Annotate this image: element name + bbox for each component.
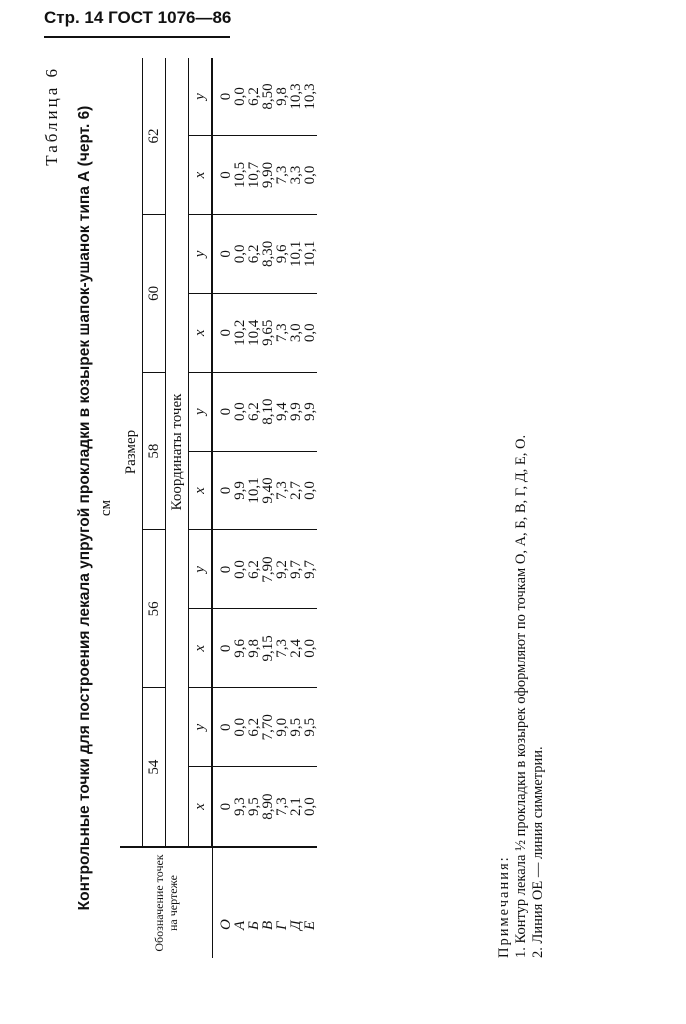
table-cell: 9,5 bbox=[246, 797, 262, 816]
notes-title: Примечания: bbox=[496, 855, 512, 958]
table-cell: 0,0 bbox=[233, 214, 247, 293]
table-row bbox=[275, 58, 289, 958]
table-cell: 7,3 bbox=[275, 451, 289, 530]
table-cell: 8,90 bbox=[260, 793, 276, 820]
table-cell: 0,0 bbox=[302, 797, 318, 816]
table-cell: 10,4 bbox=[247, 293, 261, 372]
coord-x-62: x bbox=[189, 136, 213, 215]
table-cell: 9,90 bbox=[261, 136, 275, 215]
table-cell: 0,0 bbox=[233, 688, 247, 767]
table-row bbox=[303, 58, 317, 958]
table-cell: 0 bbox=[219, 58, 233, 136]
table-cell: 6,2 bbox=[247, 372, 261, 451]
coord-x-54: x bbox=[189, 767, 213, 847]
table-unit: см bbox=[98, 499, 114, 517]
note-item: 1. Контур лекала ½ прокладки в козырек оформляют по точкам О, А, Б, В, Г, Д, Е, О. bbox=[513, 434, 529, 958]
point-label: В bbox=[261, 847, 275, 958]
table-row bbox=[289, 58, 303, 958]
note-item: 2. Линия ОЕ — линия симметрии. bbox=[530, 746, 546, 958]
table-cell: 9,8 bbox=[275, 58, 289, 136]
table-cell: 7,70 bbox=[261, 688, 275, 767]
coord-y-56: y bbox=[189, 530, 213, 609]
coord-y-62: y bbox=[189, 58, 213, 136]
page-header: Стр. 14 ГОСТ 1076—86 bbox=[44, 8, 232, 27]
size-group-header: Размер bbox=[120, 58, 143, 847]
table-cell: 0,0 bbox=[233, 530, 247, 609]
size-header-56: 56 bbox=[143, 530, 166, 688]
table-cell: 9,9 bbox=[233, 451, 247, 530]
coord-y-60: y bbox=[189, 214, 213, 293]
table-cell: 7,3 bbox=[275, 293, 289, 372]
table-cell: 9,7 bbox=[289, 530, 303, 609]
table-cell: 3,3 bbox=[289, 136, 303, 215]
table-cell: 6,2 bbox=[247, 688, 261, 767]
table-cell: 0 bbox=[219, 293, 233, 372]
table-cell: 0,0 bbox=[303, 609, 317, 688]
coord-y-54: y bbox=[189, 688, 213, 767]
table-cell: 10,5 bbox=[233, 136, 247, 215]
point-label: Д bbox=[289, 847, 303, 958]
table-cell: 9,6 bbox=[275, 214, 289, 293]
table-cell: 10,3 bbox=[289, 58, 303, 136]
table-cell: 10,1 bbox=[247, 451, 261, 530]
table-cell: 6,2 bbox=[247, 214, 261, 293]
table-cell: 7,3 bbox=[274, 797, 290, 816]
row-header: Обозначение точек на чертеже bbox=[120, 847, 212, 958]
table-cell: 9,5 bbox=[303, 688, 317, 767]
point-label: А bbox=[233, 847, 247, 958]
table-cell: 9,65 bbox=[261, 293, 275, 372]
table-cell: 2,7 bbox=[289, 451, 303, 530]
size-header-54: 54 bbox=[143, 688, 166, 847]
table-cell: 7,90 bbox=[261, 530, 275, 609]
point-label: Б bbox=[247, 847, 261, 958]
table-cell: 8,10 bbox=[261, 372, 275, 451]
notes-block bbox=[496, 435, 547, 958]
coord-x-58: x bbox=[189, 451, 213, 530]
table-cell: 2,1 bbox=[288, 797, 304, 816]
table-caption: Контрольные точки для построения лекала упругой прокладки в козырек шапок-ушанок типа А (черт. 6) bbox=[76, 105, 93, 911]
point-label: Е bbox=[303, 847, 317, 958]
size-header-60: 60 bbox=[143, 214, 166, 372]
coords-header: Координаты точек bbox=[166, 58, 189, 847]
table-cell: 9,15 bbox=[261, 609, 275, 688]
table-cell: 9,5 bbox=[289, 688, 303, 767]
coord-x-56: x bbox=[189, 609, 213, 688]
table-cell: 10,1 bbox=[303, 214, 317, 293]
header-rule bbox=[44, 36, 230, 38]
table-cell: 0,0 bbox=[233, 58, 247, 136]
table-cell: 0,0 bbox=[303, 293, 317, 372]
table-cell: 0,0 bbox=[233, 372, 247, 451]
table-row bbox=[247, 58, 261, 958]
table-cell: 10,3 bbox=[303, 58, 317, 136]
table-cell: 10,7 bbox=[247, 136, 261, 215]
coord-x-60: x bbox=[189, 293, 213, 372]
coord-y-58: y bbox=[189, 372, 213, 451]
table-cell: 9,7 bbox=[303, 530, 317, 609]
table-cell: 6,2 bbox=[247, 530, 261, 609]
table-cell: 0 bbox=[219, 451, 233, 530]
table-cell: 9,6 bbox=[233, 609, 247, 688]
table-row bbox=[233, 58, 247, 958]
coordinates-table bbox=[120, 58, 317, 958]
size-header-62: 62 bbox=[143, 58, 166, 214]
table-cell: 6,2 bbox=[247, 58, 261, 136]
table-row bbox=[219, 58, 233, 958]
table-number: Таблица 6 bbox=[42, 66, 61, 166]
table-cell: 0 bbox=[219, 609, 233, 688]
table-row bbox=[261, 58, 275, 958]
table-cell: 3,0 bbox=[289, 293, 303, 372]
table-cell: 0 bbox=[218, 802, 234, 811]
table-cell: 8,50 bbox=[261, 58, 275, 136]
table-cell: 9,9 bbox=[303, 372, 317, 451]
table-cell: 7,3 bbox=[275, 136, 289, 215]
point-label: Г bbox=[275, 847, 289, 958]
point-label: О bbox=[219, 847, 233, 958]
table-cell: 9,4 bbox=[275, 372, 289, 451]
table-cell: 9,0 bbox=[275, 688, 289, 767]
table-cell: 0,0 bbox=[303, 451, 317, 530]
table-cell: 9,8 bbox=[247, 609, 261, 688]
table-cell: 0 bbox=[219, 530, 233, 609]
table-cell: 8,30 bbox=[261, 214, 275, 293]
table-cell: 2,4 bbox=[289, 609, 303, 688]
size-header-58: 58 bbox=[143, 372, 166, 530]
table-cell: 9,3 bbox=[232, 797, 248, 816]
table-cell: 10,1 bbox=[289, 214, 303, 293]
table-cell: 9,9 bbox=[289, 372, 303, 451]
table-cell: 0 bbox=[219, 688, 233, 767]
rotated-table-block bbox=[36, 58, 656, 958]
table-cell: 10,2 bbox=[233, 293, 247, 372]
table-cell: 0 bbox=[219, 136, 233, 215]
table-cell: 0 bbox=[219, 372, 233, 451]
table-cell: 9,40 bbox=[261, 451, 275, 530]
table-cell: 0,0 bbox=[303, 136, 317, 215]
table-cell: 7,3 bbox=[275, 609, 289, 688]
table-cell: 0 bbox=[219, 214, 233, 293]
table-cell: 9,2 bbox=[275, 530, 289, 609]
